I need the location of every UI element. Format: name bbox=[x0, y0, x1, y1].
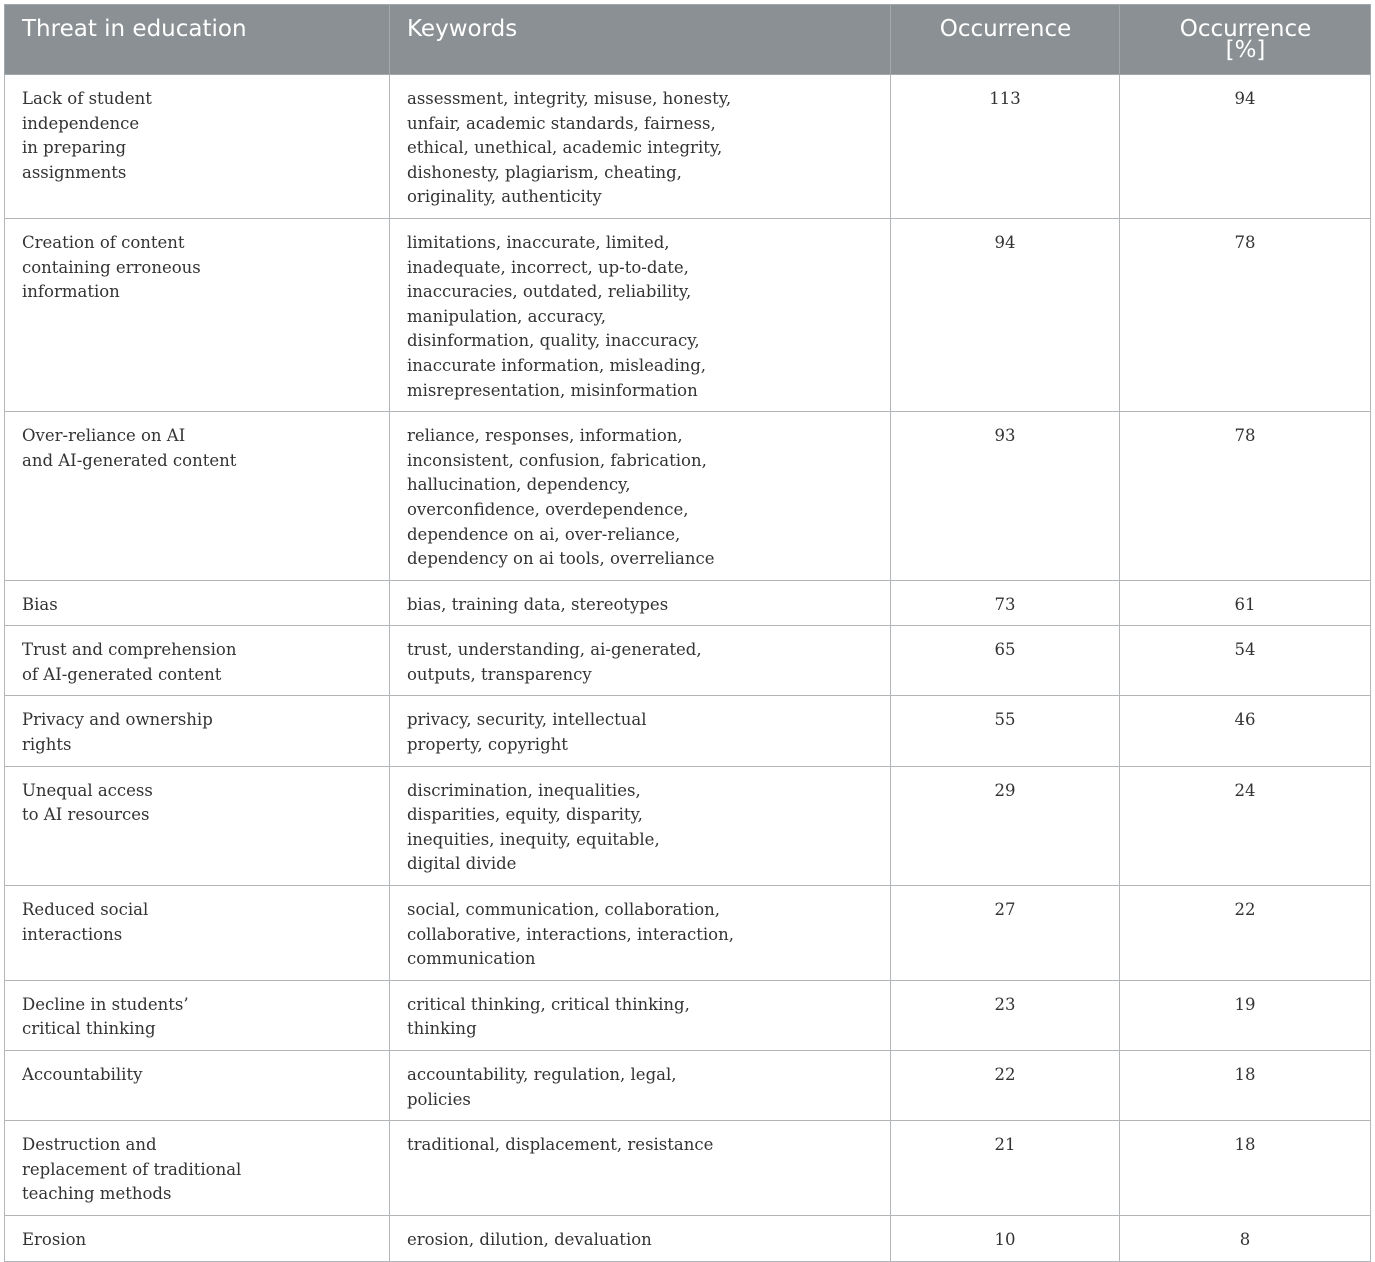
threat-cell: Trust and comprehension of AI-generated content bbox=[5, 626, 390, 696]
threat-cell: Creation of content containing erroneous information bbox=[5, 218, 390, 411]
keywords-cell: bias, training data, stereotypes bbox=[390, 580, 891, 626]
keywords-cell: privacy, security, intellectual property, copyright bbox=[390, 696, 891, 766]
table-row bbox=[5, 580, 1371, 626]
threat-cell: Lack of student independence in preparing assignments bbox=[5, 75, 390, 219]
table-row bbox=[5, 1215, 1371, 1261]
table-row bbox=[5, 886, 1371, 981]
keywords-cell: limitations, inaccurate, limited, inadequate, incorrect, up-to-date, inaccuracies, outdated, reliability, manipulation, accuracy, disinformation, quality, inaccuracy, inaccurate information, misleading, misrepresentation, misinformation bbox=[390, 218, 891, 411]
percent-cell: 18 bbox=[1120, 1051, 1371, 1121]
threat-cell: Bias bbox=[5, 580, 390, 626]
occurrence-cell: 94 bbox=[891, 218, 1120, 411]
percent-cell: 78 bbox=[1120, 218, 1371, 411]
occurrence-cell: 10 bbox=[891, 1215, 1120, 1261]
occurrence-cell: 55 bbox=[891, 696, 1120, 766]
percent-cell: 18 bbox=[1120, 1121, 1371, 1216]
occurrence-cell: 73 bbox=[891, 580, 1120, 626]
keywords-cell: discrimination, inequalities, disparities, equity, disparity, inequities, inequity, equitable, digital divide bbox=[390, 766, 891, 885]
table-row bbox=[5, 412, 1371, 581]
percent-cell: 8 bbox=[1120, 1215, 1371, 1261]
occurrence-cell: 27 bbox=[891, 886, 1120, 981]
percent-cell: 61 bbox=[1120, 580, 1371, 626]
table-row bbox=[5, 980, 1371, 1050]
threat-cell: Privacy and ownership rights bbox=[5, 696, 390, 766]
occurrence-cell: 93 bbox=[891, 412, 1120, 581]
keywords-cell: traditional, displacement, resistance bbox=[390, 1121, 891, 1216]
keywords-cell: erosion, dilution, devaluation bbox=[390, 1215, 891, 1261]
occurrence-cell: 22 bbox=[891, 1051, 1120, 1121]
percent-cell: 46 bbox=[1120, 696, 1371, 766]
table-row bbox=[5, 218, 1371, 411]
keywords-cell: accountability, regulation, legal, policies bbox=[390, 1051, 891, 1121]
table-row bbox=[5, 766, 1371, 885]
threat-cell: Destruction and replacement of traditional teaching methods bbox=[5, 1121, 390, 1216]
occurrence-cell: 29 bbox=[891, 766, 1120, 885]
header-row bbox=[5, 5, 1371, 75]
keywords-cell: social, communication, collaboration, collaborative, interactions, interaction, communication bbox=[390, 886, 891, 981]
header-occurrence-percent: Occurrence [%] bbox=[1120, 5, 1371, 75]
percent-cell: 54 bbox=[1120, 626, 1371, 696]
table-row bbox=[5, 1121, 1371, 1216]
table-row bbox=[5, 696, 1371, 766]
occurrence-cell: 21 bbox=[891, 1121, 1120, 1216]
percent-cell: 78 bbox=[1120, 412, 1371, 581]
percent-cell: 24 bbox=[1120, 766, 1371, 885]
threat-cell: Reduced social interactions bbox=[5, 886, 390, 981]
header-keywords: Keywords bbox=[390, 5, 891, 75]
table-body bbox=[5, 75, 1371, 1262]
table-row bbox=[5, 75, 1371, 219]
threat-cell: Accountability bbox=[5, 1051, 390, 1121]
threat-cell: Erosion bbox=[5, 1215, 390, 1261]
header-occurrence: Occurrence bbox=[891, 5, 1120, 75]
threats-table bbox=[4, 4, 1371, 1262]
threat-cell: Decline in students’ critical thinking bbox=[5, 980, 390, 1050]
occurrence-cell: 113 bbox=[891, 75, 1120, 219]
keywords-cell: trust, understanding, ai-generated, outputs, transparency bbox=[390, 626, 891, 696]
header-threat: Threat in education bbox=[5, 5, 390, 75]
keywords-cell: critical thinking, critical thinking, thinking bbox=[390, 980, 891, 1050]
keywords-cell: reliance, responses, information, inconsistent, confusion, fabrication, hallucination, dependency, overconfidence, overdependence, dependence on ai, over-reliance, dependency on ai tools, overreliance bbox=[390, 412, 891, 581]
percent-cell: 22 bbox=[1120, 886, 1371, 981]
table-row bbox=[5, 1051, 1371, 1121]
occurrence-cell: 65 bbox=[891, 626, 1120, 696]
percent-cell: 94 bbox=[1120, 75, 1371, 219]
threat-cell: Over-reliance on AI and AI-generated content bbox=[5, 412, 390, 581]
threat-cell: Unequal access to AI resources bbox=[5, 766, 390, 885]
table-row bbox=[5, 626, 1371, 696]
occurrence-cell: 23 bbox=[891, 980, 1120, 1050]
table-header bbox=[5, 5, 1371, 75]
percent-cell: 19 bbox=[1120, 980, 1371, 1050]
keywords-cell: assessment, integrity, misuse, honesty, unfair, academic standards, fairness, ethical, unethical, academic integrity, dishonesty, plagiarism, cheating, originality, authenticity bbox=[390, 75, 891, 219]
